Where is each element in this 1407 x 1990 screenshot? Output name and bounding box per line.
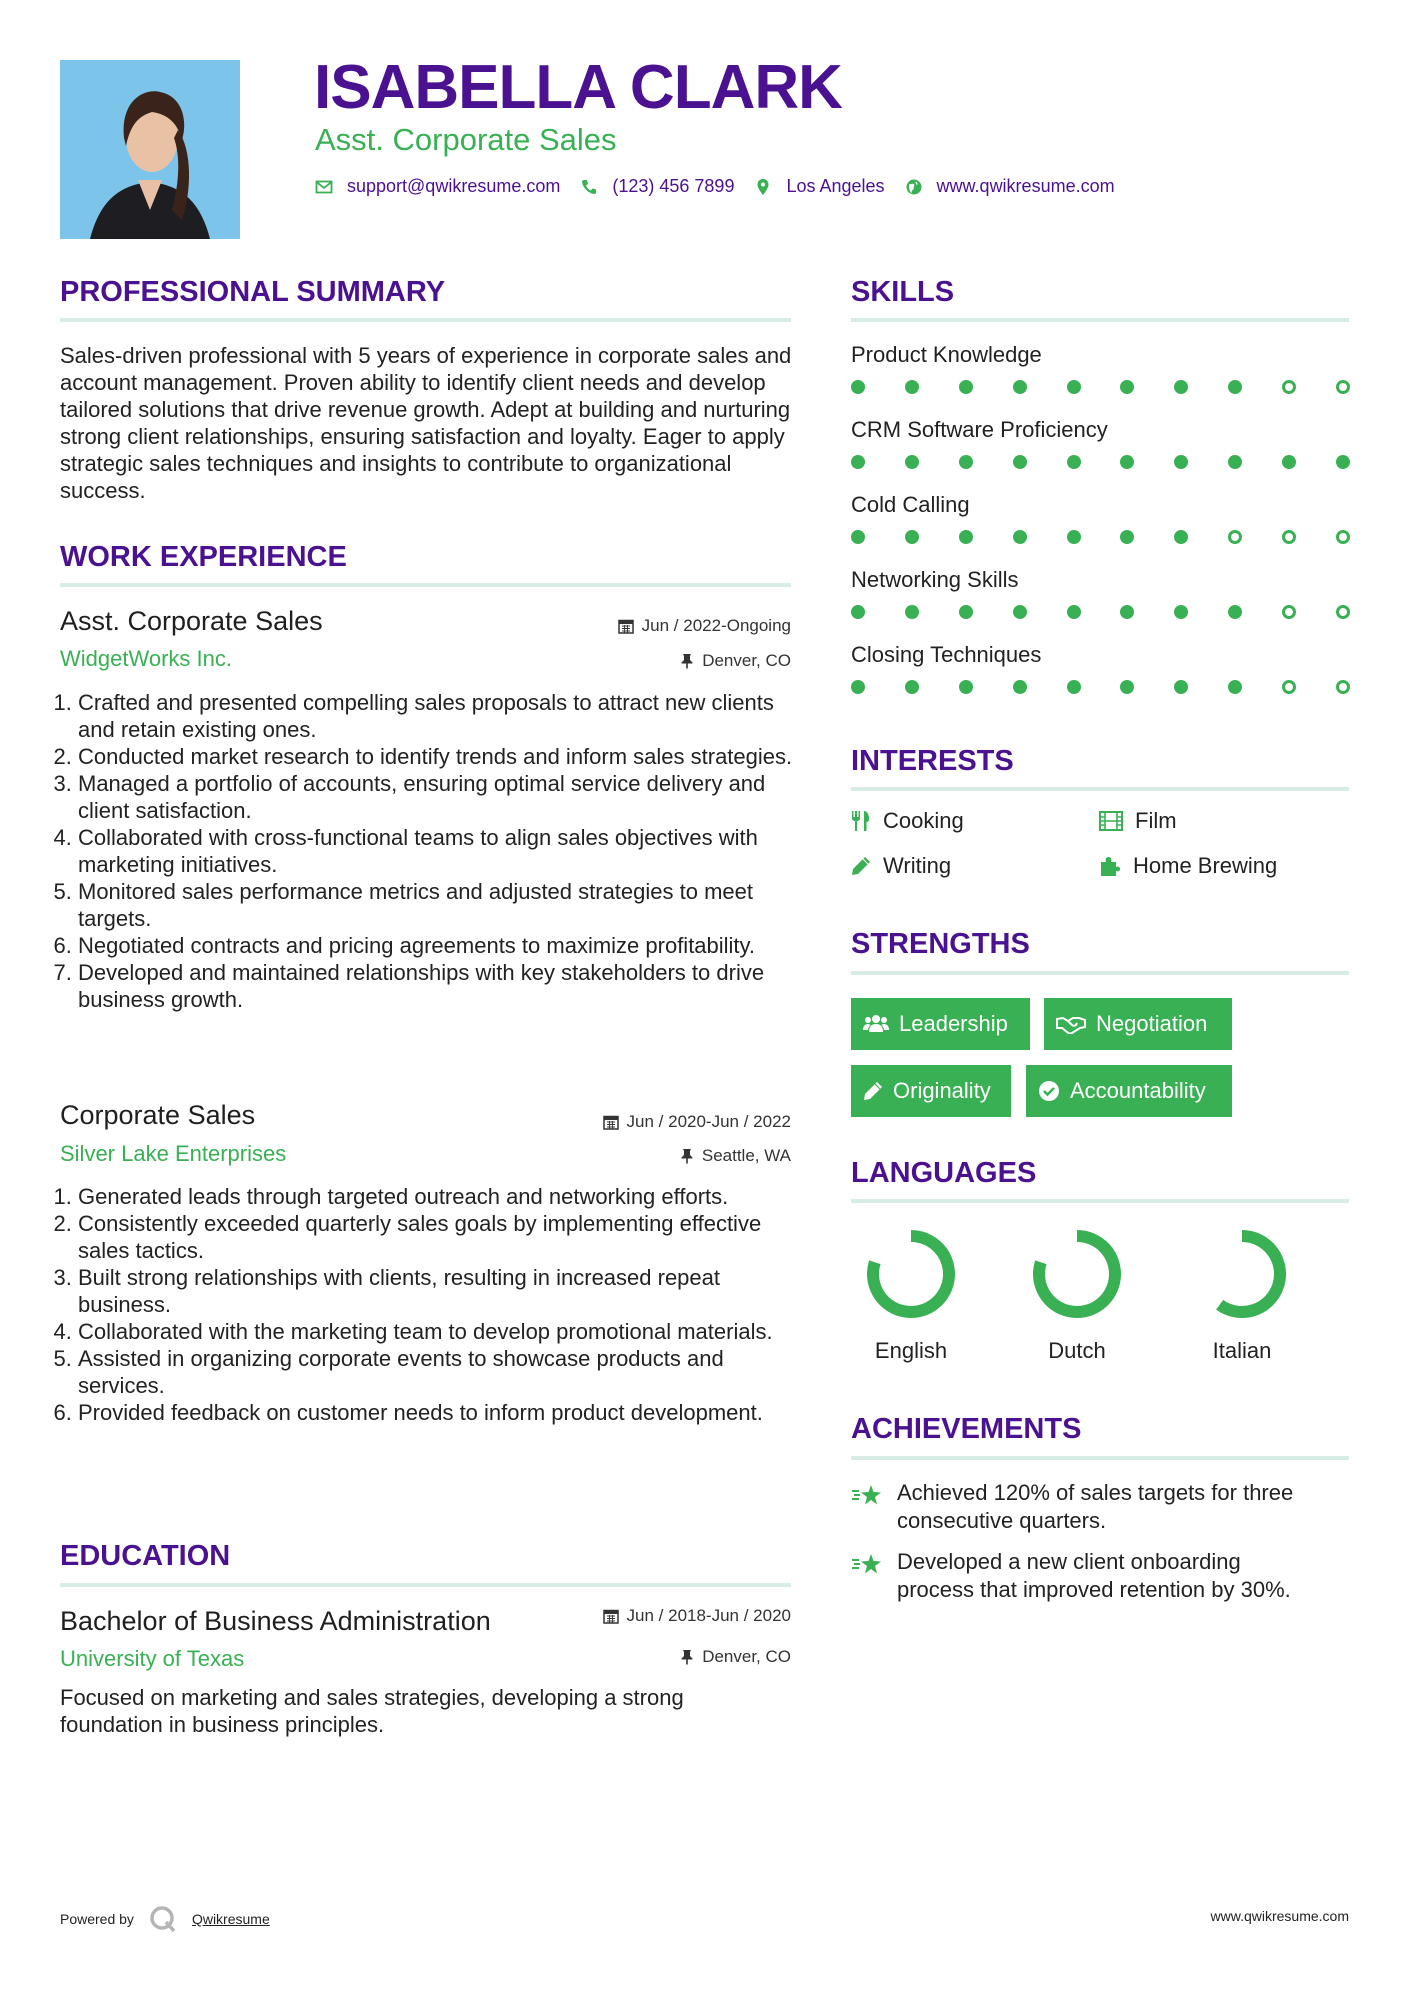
skill-dot-filled xyxy=(1174,530,1188,544)
job-company: WidgetWorks Inc. xyxy=(60,646,232,671)
qwikresume-logo-icon xyxy=(148,1904,178,1934)
school-name: University of Texas xyxy=(60,1646,245,1671)
skill-dot-filled xyxy=(1013,530,1027,544)
job-location xyxy=(491,651,791,671)
skill-label: Product Knowledge xyxy=(851,342,1042,367)
skill-item xyxy=(851,642,1350,717)
skill-dot-empty xyxy=(1336,530,1350,544)
skill-dot-filled xyxy=(1120,380,1134,394)
pushpin-icon xyxy=(680,1649,694,1665)
skill-dot-filled xyxy=(1120,530,1134,544)
strength-label: Negotiation xyxy=(1096,1011,1208,1036)
job-location-text: Seattle, WA xyxy=(701,1146,791,1165)
list-item: 1. Generated leads through targeted outreach and networking efforts. xyxy=(78,1183,798,1210)
education-location-text: Denver, CO xyxy=(702,1647,791,1666)
skill-dot-filled xyxy=(1120,680,1134,694)
language-progress-arc xyxy=(1220,1236,1280,1312)
job-dates-text: Jun / 2022-Ongoing xyxy=(641,616,791,635)
skill-dot-filled xyxy=(1067,680,1081,694)
section-divider xyxy=(851,1456,1349,1460)
list-item: 6. Negotiated contracts and pricing agreements to maximize profitability. xyxy=(78,932,798,959)
language-progress-ring xyxy=(861,1224,961,1324)
check-circle-icon xyxy=(1038,1080,1060,1102)
skill-dot-filled xyxy=(1067,380,1081,394)
achievements-heading: ACHIEVEMENTS xyxy=(851,1413,1082,1445)
list-item: 2. Conducted market research to identify trends and inform sales strategies. xyxy=(78,743,798,770)
puzzle-icon xyxy=(1099,855,1121,877)
skill-dot-filled xyxy=(959,605,973,619)
skill-dot-filled xyxy=(851,530,865,544)
skill-item xyxy=(851,567,1350,642)
skill-dot-filled xyxy=(959,380,973,394)
strength-label: Leadership xyxy=(899,1011,1008,1036)
interest-item xyxy=(851,853,951,879)
film-icon xyxy=(1099,811,1123,831)
skill-dot-filled xyxy=(1067,605,1081,619)
profile-photo xyxy=(60,60,240,239)
skill-dot-filled xyxy=(1120,605,1134,619)
section-divider xyxy=(60,318,791,322)
job-location-text: Denver, CO xyxy=(702,651,791,670)
job-location xyxy=(491,1146,791,1166)
education-location xyxy=(491,1647,791,1667)
skill-dot-filled xyxy=(1228,680,1242,694)
strength-label: Accountability xyxy=(1070,1078,1206,1103)
skill-dot-filled xyxy=(1013,380,1027,394)
list-item: 3. Managed a portfolio of accounts, ensuring optimal service delivery and client satisfaction. xyxy=(78,770,798,824)
interest-item xyxy=(1099,853,1277,879)
interest-item xyxy=(1099,808,1177,834)
achievement-item xyxy=(851,1548,1321,1604)
skill-dot-filled xyxy=(1067,455,1081,469)
skill-rating xyxy=(851,530,1350,544)
interest-label: Cooking xyxy=(883,808,964,833)
skill-rating xyxy=(851,680,1350,694)
section-divider xyxy=(851,318,1349,322)
skill-label: Networking Skills xyxy=(851,567,1019,592)
section-divider xyxy=(851,971,1349,975)
skill-dot-empty xyxy=(1336,605,1350,619)
skill-dot-filled xyxy=(1067,530,1081,544)
strength-badge xyxy=(851,1065,1011,1117)
list-item: 5. Monitored sales performance metrics and adjusted strategies to meet targets. xyxy=(78,878,798,932)
list-item: 6. Provided feedback on customer needs to inform product development. xyxy=(78,1399,798,1426)
strength-label: Originality xyxy=(893,1078,991,1103)
strength-badge xyxy=(851,998,1030,1050)
degree-title: Bachelor of Business Administration xyxy=(60,1606,491,1636)
pencil-icon xyxy=(863,1081,883,1101)
utensils-icon xyxy=(851,810,871,832)
skill-dot-empty xyxy=(1282,605,1296,619)
shooting-star-icon xyxy=(851,1552,883,1578)
language-progress-arc xyxy=(1039,1236,1115,1312)
contact-location: Los Angeles xyxy=(786,176,885,196)
strength-badge xyxy=(1044,998,1232,1050)
summary-text: Sales-driven professional with 5 years of experience in corporate sales and account management. Proven ability to identify client needs and develop tailored solutions that drive revenue growth. Adept at building and nurturing strong client relationships, ensuring satisfaction and loyalty. Eager to apply strategic sales techniques and insights to contribute to organizational success. xyxy=(60,343,792,503)
skill-dot-filled xyxy=(1228,605,1242,619)
strength-badge xyxy=(1026,1065,1232,1117)
skill-dot-filled xyxy=(905,455,919,469)
education-dates-text: Jun / 2018-Jun / 2020 xyxy=(626,1606,791,1625)
language-label: Dutch xyxy=(1048,1338,1106,1363)
calendar-icon xyxy=(603,1608,619,1624)
education-heading: EDUCATION xyxy=(60,1540,231,1572)
interest-label: Film xyxy=(1135,808,1177,833)
achievement-text: Achieved 120% of sales targets for three consecutive quarters. xyxy=(897,1480,1294,1533)
skill-dot-filled xyxy=(959,530,973,544)
skill-dot-filled xyxy=(1336,455,1350,469)
skill-dot-filled xyxy=(1174,455,1188,469)
job-title: Asst. Corporate Sales xyxy=(60,606,323,636)
skill-dot-filled xyxy=(1174,680,1188,694)
envelope-icon xyxy=(315,178,333,196)
interests-heading: INTERESTS xyxy=(851,745,1014,777)
job-dates xyxy=(491,1112,791,1132)
skill-dot-filled xyxy=(1013,605,1027,619)
skill-dot-filled xyxy=(905,530,919,544)
contact-website[interactable]: www.qwikresume.com xyxy=(936,176,1115,196)
skill-dot-filled xyxy=(1228,455,1242,469)
skill-rating xyxy=(851,605,1350,619)
skill-rating xyxy=(851,455,1350,469)
skill-dot-filled xyxy=(1282,455,1296,469)
education-description: Focused on marketing and sales strategies, developing a strong foundation in business principles. xyxy=(60,1685,684,1737)
language-item xyxy=(851,1224,971,1364)
list-item: 1. Crafted and presented compelling sales proposals to attract new clients and retain existing ones. xyxy=(78,689,798,743)
strengths-heading: STRENGTHS xyxy=(851,928,1030,960)
section-divider xyxy=(60,583,791,587)
section-divider xyxy=(851,787,1349,791)
candidate-name: ISABELLA CLARK xyxy=(314,53,842,122)
contact-email[interactable]: support@qwikresume.com xyxy=(347,176,561,196)
skill-dot-filled xyxy=(1174,605,1188,619)
section-divider xyxy=(851,1199,1349,1203)
skill-dot-empty xyxy=(1282,380,1296,394)
job-title: Corporate Sales xyxy=(60,1100,256,1130)
skill-dot-empty xyxy=(1282,680,1296,694)
skill-label: Closing Techniques xyxy=(851,642,1042,667)
summary-heading: PROFESSIONAL SUMMARY xyxy=(60,276,446,308)
skill-item xyxy=(851,417,1350,492)
candidate-title: Asst. Corporate Sales xyxy=(315,122,617,157)
skill-rating xyxy=(851,380,1350,394)
phone-icon xyxy=(580,178,598,196)
job-company: Silver Lake Enterprises xyxy=(60,1141,287,1166)
list-item: 3. Built strong relationships with clients, resulting in increased repeat business. xyxy=(78,1264,798,1318)
footer-website[interactable]: www.qwikresume.com xyxy=(1210,1908,1349,1924)
skill-dot-filled xyxy=(1013,680,1027,694)
language-label: Italian xyxy=(1212,1338,1272,1363)
skill-dot-filled xyxy=(1174,380,1188,394)
skill-dot-filled xyxy=(851,380,865,394)
skill-dot-empty xyxy=(1336,380,1350,394)
skill-dot-empty xyxy=(1282,530,1296,544)
skill-dot-filled xyxy=(1013,455,1027,469)
interest-label: Home Brewing xyxy=(1133,853,1278,878)
list-item: 2. Consistently exceeded quarterly sales goals by implementing effective sales tactics. xyxy=(78,1210,798,1264)
achievement-text: Developed a new client onboarding process that improved retention by 30%. xyxy=(897,1549,1291,1602)
interest-label: Writing xyxy=(883,853,952,878)
list-item: 5. Assisted in organizing corporate events to showcase products and services. xyxy=(78,1345,798,1399)
skill-dot-filled xyxy=(851,680,865,694)
list-item: 4. Collaborated with cross-functional teams to align sales objectives with marketing initiatives. xyxy=(78,824,798,878)
skill-dot-empty xyxy=(1336,680,1350,694)
job-bullets xyxy=(60,689,798,1013)
pushpin-icon xyxy=(680,653,694,669)
footer-powered-by xyxy=(60,1904,270,1934)
interest-item xyxy=(851,808,964,834)
language-progress-arc xyxy=(873,1236,949,1312)
language-item xyxy=(1182,1224,1302,1364)
skill-dot-filled xyxy=(905,605,919,619)
skills-list xyxy=(851,342,1350,717)
globe-icon xyxy=(905,178,923,196)
list-item: 7. Developed and maintained relationships with key stakeholders to drive business growth. xyxy=(78,959,798,1013)
education-dates xyxy=(491,1606,791,1626)
skill-dot-filled xyxy=(905,380,919,394)
job-bullets xyxy=(60,1183,798,1426)
skill-label: Cold Calling xyxy=(851,492,970,517)
language-item xyxy=(1017,1224,1137,1364)
section-divider xyxy=(60,1583,791,1587)
skill-dot-filled xyxy=(905,680,919,694)
skill-item xyxy=(851,342,1350,417)
skill-dot-filled xyxy=(851,605,865,619)
language-progress-ring xyxy=(1027,1224,1127,1324)
contact-bar xyxy=(315,176,1135,197)
skill-dot-filled xyxy=(1120,455,1134,469)
users-icon xyxy=(863,1014,889,1034)
skill-dot-empty xyxy=(1228,530,1242,544)
job-dates xyxy=(491,616,791,636)
job-dates-text: Jun / 2020-Jun / 2022 xyxy=(626,1112,791,1131)
map-marker-icon xyxy=(754,178,772,196)
skill-item xyxy=(851,492,1350,567)
pencil-icon xyxy=(851,856,871,876)
skills-heading: SKILLS xyxy=(851,276,955,308)
calendar-icon xyxy=(618,618,634,634)
languages-heading: LANGUAGES xyxy=(851,1157,1037,1189)
language-progress-ring xyxy=(1192,1224,1292,1324)
experience-heading: WORK EXPERIENCE xyxy=(60,541,347,573)
skill-dot-filled xyxy=(959,455,973,469)
language-label: English xyxy=(874,1338,948,1363)
skill-dot-filled xyxy=(851,455,865,469)
brand-link[interactable]: Qwikresume xyxy=(191,1911,270,1927)
powered-by-label: Powered by xyxy=(60,1911,134,1927)
handshake-icon xyxy=(1056,1014,1086,1034)
contact-phone[interactable]: (123) 456 7899 xyxy=(612,176,735,196)
list-item: 4. Collaborated with the marketing team to develop promotional materials. xyxy=(78,1318,798,1345)
skill-label: CRM Software Proficiency xyxy=(851,417,1108,442)
achievement-item xyxy=(851,1479,1321,1535)
shooting-star-icon xyxy=(851,1483,883,1509)
skill-dot-filled xyxy=(1228,380,1242,394)
calendar-icon xyxy=(603,1114,619,1130)
pushpin-icon xyxy=(680,1148,694,1164)
skill-dot-filled xyxy=(959,680,973,694)
